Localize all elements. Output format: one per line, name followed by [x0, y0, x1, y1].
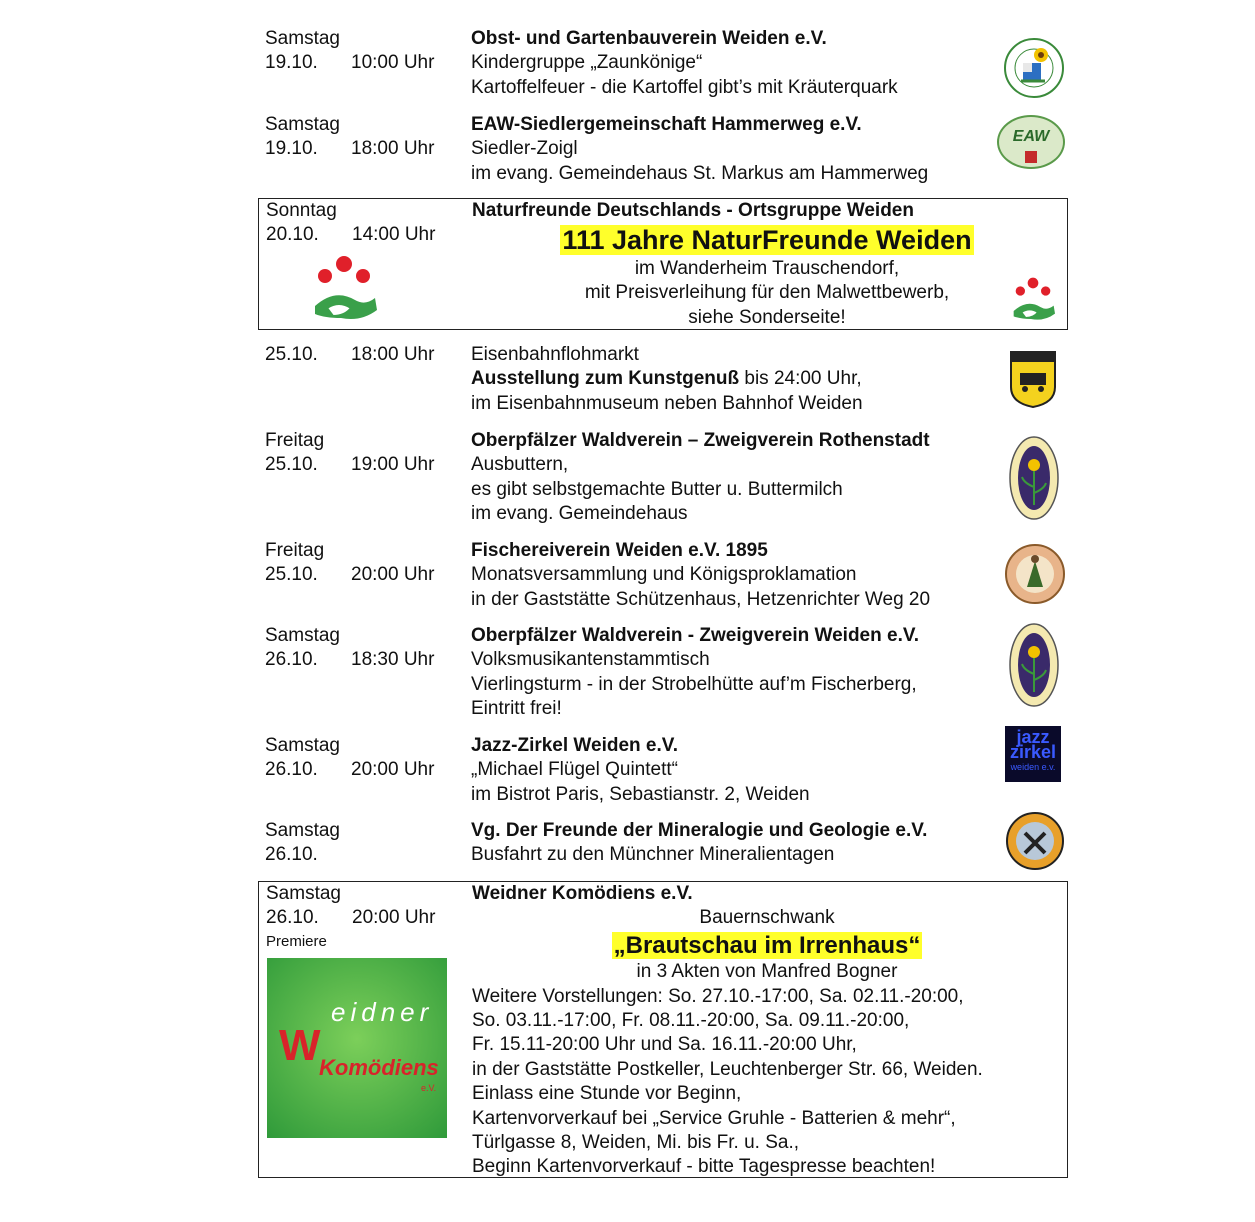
event-eaw-siedler: [258, 113, 1068, 189]
eisenbahnmuseum-logo-icon: [1008, 349, 1058, 409]
event-bold-part: Ausstellung zum Kunstgenuß: [471, 368, 740, 390]
event-date: 25.10.: [265, 454, 318, 475]
event-day: Samstag: [265, 820, 340, 841]
event-naturfreunde: [258, 198, 1068, 330]
event-line: im evang. Gemeindehaus: [471, 503, 688, 525]
event-byline: in 3 Akten von Manfred Bogner: [636, 961, 898, 983]
event-time: 18:00 Uhr: [351, 344, 435, 365]
event-day: Sonntag: [266, 200, 337, 221]
event-line: Ausbuttern,: [471, 454, 569, 476]
event-day: Samstag: [265, 28, 340, 49]
jazz-zirkel-logo-icon: [1005, 726, 1061, 782]
event-time: 18:30 Uhr: [351, 649, 435, 670]
event-waldverein-weiden: [258, 624, 1068, 724]
event-line: Kartenvorverkauf bei „Service Gruhle - Batterien & mehr“,: [472, 1107, 956, 1129]
event-organizer: Obst- und Gartenbauverein Weiden e.V.: [471, 28, 827, 49]
komoediens-logo-text: W: [279, 1021, 321, 1070]
event-line: Kindergruppe „Zaunkönige“: [471, 52, 703, 74]
event-day: Freitag: [265, 540, 325, 561]
event-line: Busfahrt zu den Münchner Mineralientagen: [471, 844, 835, 866]
event-line: es gibt selbstgemachte Butter u. Buttermilch: [471, 478, 843, 500]
eaw-logo-text: EAW: [1012, 128, 1050, 145]
event-time: 10:00 Uhr: [351, 52, 435, 73]
waldverein-logo-icon: [1008, 435, 1060, 521]
event-line: Einlass eine Stunde vor Beginn,: [472, 1083, 742, 1105]
event-day: Freitag: [265, 430, 325, 451]
event-fischereiverein: [258, 539, 1068, 615]
event-line: in der Gaststätte Schützenhaus, Hetzenrichter Weg 20: [471, 588, 931, 610]
naturfreunde-logo-icon: [305, 248, 383, 328]
event-day: Samstag: [265, 735, 340, 756]
event-organizer: Fischereiverein Weiden e.V. 1895: [471, 540, 768, 561]
event-premiere-note: Premiere: [266, 933, 327, 950]
event-organizer: EAW-Siedlergemeinschaft Hammerweg e.V.: [471, 114, 862, 135]
komoediens-logo-text: Komödiens: [319, 1055, 439, 1080]
event-date: 25.10.: [265, 344, 318, 365]
event-headline: „Brautschau im Irrenhaus“: [613, 931, 921, 959]
event-line: „Michael Flügel Quintett“: [471, 759, 678, 781]
event-organizer: Oberpfälzer Waldverein - Zweigverein Weiden e.V.: [471, 625, 920, 646]
event-line: im Wanderheim Trauschendorf,: [634, 257, 900, 279]
event-line: Volksmusikantenstammtisch: [471, 649, 710, 671]
event-organizer: Naturfreunde Deutschlands - Ortsgruppe Weiden: [472, 200, 914, 221]
event-waldverein-rothenstadt: [258, 429, 1068, 529]
event-time: 14:00 Uhr: [352, 224, 436, 245]
event-jazz-zirkel: [258, 727, 1068, 810]
event-date: 26.10.: [265, 844, 318, 865]
event-eisenbahn: [258, 343, 1068, 419]
event-line: siehe Sonderseite!: [688, 306, 846, 328]
event-mineralogie: [258, 819, 1068, 871]
jazz-logo-text: jazz: [1016, 727, 1050, 747]
event-line: im Bistrot Paris, Sebastianstr. 2, Weiden: [471, 783, 810, 805]
event-organizer: Jazz-Zirkel Weiden e.V.: [471, 735, 678, 756]
event-date: 26.10.: [265, 649, 318, 670]
event-day: Samstag: [265, 114, 340, 135]
event-day: Samstag: [265, 625, 340, 646]
event-date: 25.10.: [265, 564, 318, 585]
event-line: Monatsversammlung und Königsproklamation: [471, 564, 857, 586]
event-komoediens: [258, 881, 1068, 1178]
event-subtitle: Bauernschwank: [699, 907, 835, 929]
event-organizer: Vg. Der Freunde der Mineralogie und Geologie e.V.: [471, 820, 928, 841]
event-obst-gartenbau: [258, 27, 1068, 103]
event-line: mit Preisverleihung für den Malwettbewerb,: [584, 282, 950, 304]
event-line: Siedler-Zoigl: [471, 138, 578, 160]
event-line: Weitere Vorstellungen: So. 27.10.-17:00, Sa. 02.11.-20:00,: [472, 985, 964, 1007]
naturfreunde-logo-small-icon: [1007, 271, 1059, 327]
event-line: Beginn Kartenvorverkauf - bitte Tagespresse beachten!: [472, 1156, 936, 1178]
event-date: 19.10.: [265, 138, 318, 159]
event-organizer: Weidner Komödiens e.V.: [472, 883, 693, 904]
komoediens-logo-text: e.V.: [421, 1083, 437, 1093]
event-organizer: Eisenbahnflohmarkt: [471, 344, 639, 365]
mineralogie-logo-icon: [1005, 811, 1065, 871]
event-organizer: Oberpfälzer Waldverein – Zweigverein Rothenstadt: [471, 430, 930, 451]
event-time: 18:00 Uhr: [351, 138, 435, 159]
event-line: Fr. 15.11-20:00 Uhr und Sa. 16.11.-20:00 Uhr,: [472, 1034, 857, 1056]
event-date: 19.10.: [265, 52, 318, 73]
event-date: 26.10.: [266, 907, 319, 928]
event-line: Eintritt frei!: [471, 698, 562, 720]
event-line: im evang. Gemeindehaus St. Markus am Hammerweg: [471, 162, 929, 184]
event-headline: 111 Jahre NaturFreunde Weiden: [562, 225, 972, 256]
komoediens-logo-text: eidner: [331, 997, 434, 1027]
event-time: 20:00 Uhr: [352, 907, 436, 928]
fischereiverein-logo-icon: [1005, 543, 1065, 605]
komoediens-logo-icon: [267, 958, 447, 1138]
event-time: 20:00 Uhr: [351, 759, 435, 780]
waldverein-weiden-logo-icon: [1008, 622, 1060, 708]
event-line: So. 03.11.-17:00, Fr. 08.11.-20:00, Sa. 09.11.-20:00,: [472, 1010, 910, 1032]
event-line: in der Gaststätte Postkeller, Leuchtenberger Str. 66, Weiden.: [472, 1058, 983, 1080]
event-rest-part: bis 24:00 Uhr,: [739, 368, 862, 390]
event-line: Kartoffelfeuer - die Kartoffel gibt’s mit Kräuterquark: [471, 76, 898, 98]
event-date: 20.10.: [266, 224, 319, 245]
event-time: 19:00 Uhr: [351, 454, 435, 475]
gartenbauverein-logo-icon: [1003, 35, 1065, 101]
event-line: Türlgasse 8, Weiden, Mi. bis Fr. u. Sa.,: [472, 1132, 799, 1154]
event-time: 20:00 Uhr: [351, 564, 435, 585]
jazz-logo-text: zirkel: [1009, 742, 1057, 762]
event-date: 26.10.: [265, 759, 318, 780]
event-line: im Eisenbahnmuseum neben Bahnhof Weiden: [471, 392, 863, 414]
event-day: Samstag: [266, 883, 341, 904]
jazz-logo-text: weiden e.v.: [1010, 762, 1056, 772]
eaw-logo-icon: [997, 115, 1065, 169]
event-line: Vierlingsturm - in der Strobelhütte auf’m Fischerberg,: [471, 673, 917, 695]
